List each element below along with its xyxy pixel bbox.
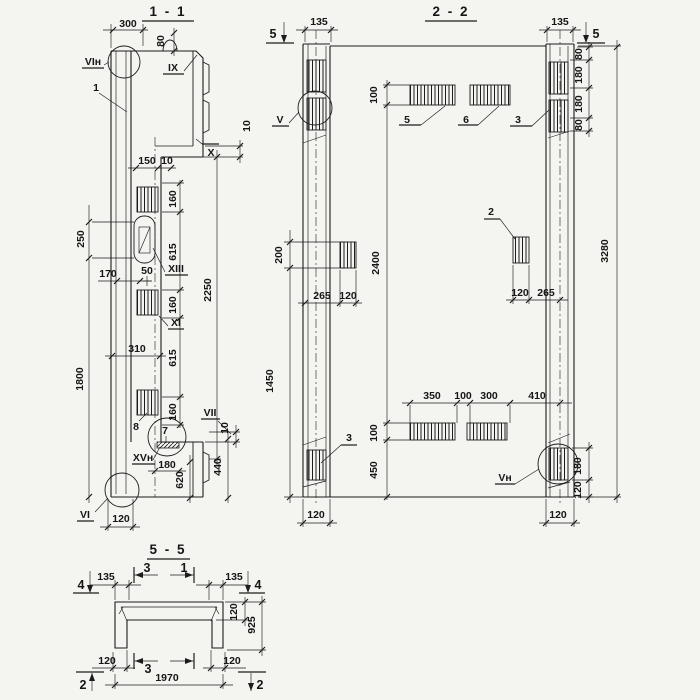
dim-350: 350	[423, 390, 441, 402]
dim-135-left: 135	[97, 571, 115, 583]
embed-plate	[549, 448, 568, 480]
dim-120-left: 120	[307, 509, 325, 521]
dim-10: 10	[161, 155, 173, 167]
part-label-5: 5	[404, 114, 410, 126]
dim-3280: 3280	[599, 239, 611, 263]
dim-170: 170	[99, 268, 117, 280]
dim-10: 10	[219, 422, 231, 434]
embed-plate	[307, 450, 326, 480]
dim-2400: 2400	[370, 251, 382, 275]
dim-250: 250	[75, 230, 87, 248]
view-title: 5 - 5	[149, 542, 187, 557]
dim-925: 925	[246, 616, 258, 634]
dim-180: 180	[572, 457, 584, 475]
dim-100-top: 100	[368, 86, 380, 104]
section-mark-2-right: 2	[256, 678, 264, 692]
dim-120: 120	[112, 513, 130, 525]
node-mark-IX: IX	[168, 62, 178, 74]
embed-plate-5	[410, 85, 455, 105]
dim-80: 80	[573, 119, 585, 131]
embed-plate-2	[513, 237, 529, 263]
dim-1970: 1970	[155, 672, 179, 684]
dim-300: 300	[480, 390, 498, 402]
embed-plate	[137, 290, 158, 315]
section-mark-2-left: 2	[79, 678, 87, 692]
embed-plate	[307, 60, 326, 92]
dim-80: 80	[573, 48, 585, 60]
part-label-2: 2	[488, 206, 494, 218]
embed-plate	[410, 423, 455, 440]
embed-plate	[549, 62, 568, 94]
section-mark-3-top: 3	[143, 561, 151, 575]
dim-180: 180	[158, 459, 176, 471]
dim-160: 160	[167, 190, 179, 208]
dim-120: 120	[511, 287, 529, 299]
section-mark-4-left: 4	[77, 578, 85, 592]
node-mark-XI: XI	[171, 317, 181, 329]
dim-300: 300	[119, 18, 137, 30]
part-label-6: 6	[463, 114, 469, 126]
dim-2250: 2250	[202, 278, 214, 302]
part-label-7: 7	[162, 425, 168, 437]
embed-plate	[467, 423, 507, 440]
dim-100-bot: 100	[368, 424, 380, 442]
section-mark-4-right: 4	[254, 578, 262, 592]
dim-180: 180	[573, 66, 585, 84]
node-mark-VIn: VIн	[84, 56, 102, 68]
part-label-3: 3	[515, 114, 521, 126]
section-mark-5-right: 5	[592, 27, 600, 41]
section-mark-5-left: 5	[269, 27, 277, 41]
weld-detail	[157, 442, 179, 448]
part-label-3: 3	[346, 432, 352, 444]
dim-135-right: 135	[551, 16, 569, 28]
node-mark-VII: VII	[203, 407, 217, 419]
part-label-8: 8	[133, 421, 139, 433]
node-mark-V: V	[276, 114, 284, 126]
dim-160: 160	[167, 296, 179, 314]
dim-80: 80	[155, 35, 167, 47]
view-1-1	[74, 4, 253, 531]
embed-plate-6	[470, 85, 510, 105]
dim-120: 120	[339, 290, 357, 302]
node-mark-X: X	[207, 147, 215, 159]
panel-outline-1-1	[111, 40, 209, 497]
dim-50: 50	[141, 265, 153, 277]
dim-200: 200	[273, 246, 285, 264]
dim-265: 265	[313, 290, 331, 302]
embed-plate	[340, 242, 356, 268]
dim-615: 615	[167, 349, 179, 367]
view-title: 1 - 1	[149, 4, 187, 19]
node-mark-VI: VI	[80, 509, 90, 521]
dim-440: 440	[212, 458, 224, 476]
embed-plate	[549, 100, 568, 132]
dim-1800: 1800	[74, 367, 86, 391]
embed-plate	[137, 390, 158, 415]
dim-265: 265	[537, 287, 555, 299]
node-mark-XIII: XIII	[168, 263, 184, 275]
dim-180: 180	[573, 95, 585, 113]
dim-310: 310	[128, 343, 146, 355]
dim-450: 450	[368, 461, 380, 479]
dim-120: 120	[572, 481, 584, 499]
dim-150: 150	[138, 155, 156, 167]
section-mark-1-top: 1	[180, 561, 188, 575]
view-5-5	[73, 542, 266, 692]
dim-120-bottom-right: 120	[223, 655, 241, 667]
node-mark-Vn: Vн	[498, 472, 512, 484]
dim-120-bottom-left: 120	[98, 655, 116, 667]
dim-1450: 1450	[264, 369, 276, 393]
dim-620: 620	[174, 471, 186, 489]
view-title: 2 - 2	[432, 4, 470, 19]
dim-120-right: 120	[549, 509, 567, 521]
dim-135-right: 135	[225, 571, 243, 583]
dim-100-mid: 100	[454, 390, 472, 402]
part-label-1: 1	[93, 82, 99, 94]
node-mark-XVn: XVн	[132, 452, 154, 464]
dim-410: 410	[528, 390, 546, 402]
dim-160: 160	[167, 403, 179, 421]
dim-10-step: 10	[241, 120, 253, 132]
dim-615: 615	[167, 243, 179, 261]
dim-120-slab: 120	[228, 603, 240, 621]
embed-plate	[137, 187, 158, 212]
channel-outline-5-5	[115, 602, 223, 648]
dim-135-left: 135	[310, 16, 328, 28]
section-mark-3-bottom: 3	[144, 662, 152, 676]
detail-circle-VI	[105, 473, 139, 507]
view-2-2	[264, 4, 621, 527]
